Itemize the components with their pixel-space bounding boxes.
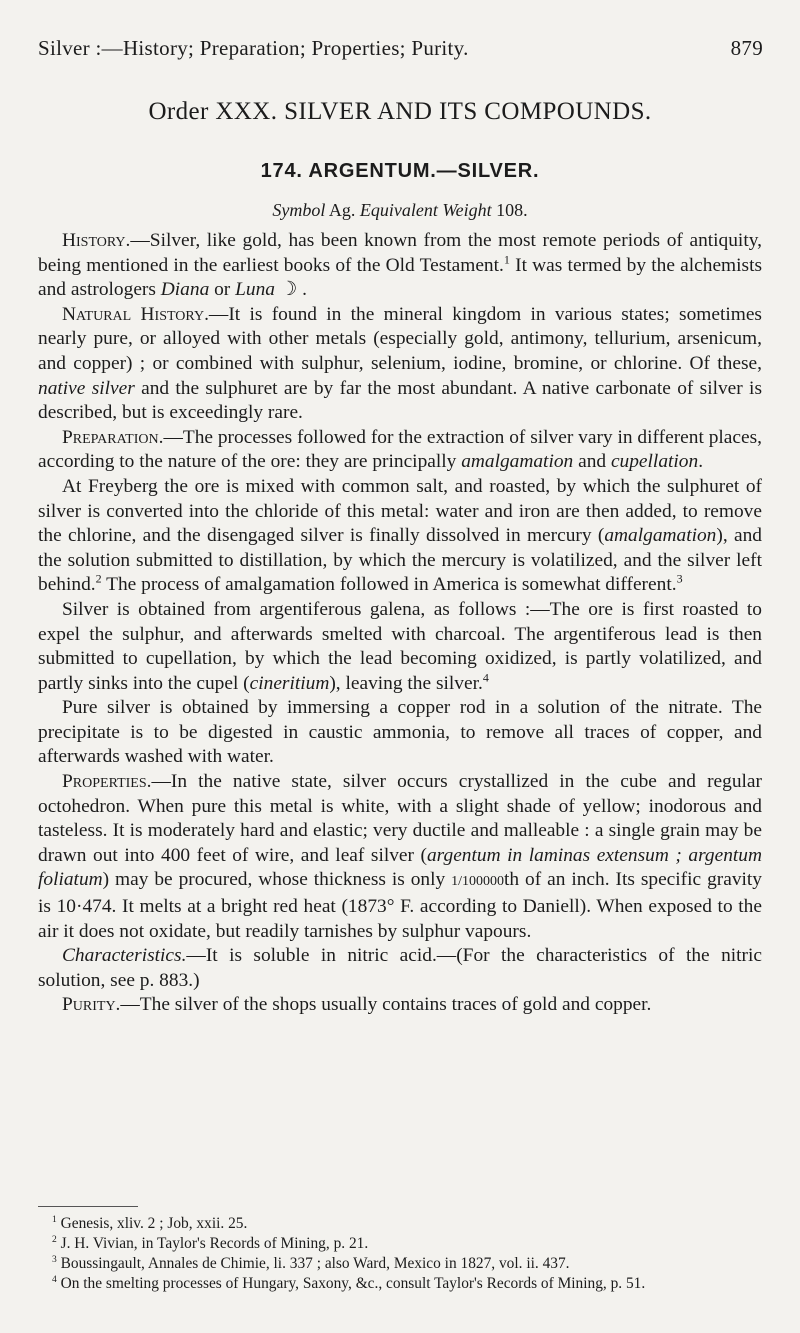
moon-symbol: ☽ .: [275, 279, 307, 301]
symbol-label: Symbol: [272, 200, 326, 220]
footnote: [38, 1274, 762, 1294]
freyberg-text-1: At Freyberg the ore is mixed with common salt, and roasted, by which the sulphuret of silver is converted into the chloride of this metal: water and iron are then added, to remove the chlorine, and the disengaged silver is finally dissolved in mercury (: [38, 475, 762, 547]
symbol-value: Ag.: [328, 200, 356, 220]
term-argentum: argentum in laminas extensum ; argentum foliatum: [38, 844, 762, 891]
footnote-ref: 3: [676, 571, 683, 586]
natural-history-heading: Natural History.: [62, 303, 209, 325]
galena-text-1: Silver is obtained from argentiferous galena, as follows :—The ore is first roasted to expel the sulphur, and afterwards smelted with charcoal. The argentiferous lead is then submitted to cupellation, by which the lead becoming oxidized, is partly volatilized, and partly sinks into the cupel (: [38, 598, 762, 694]
history-text-2: It was termed by the alchemists and astrologers: [38, 254, 763, 301]
purity-heading: Purity.: [62, 994, 121, 1016]
footnote-number: 3: [52, 1253, 57, 1265]
pure-text: Pure silver is obtained by immersing a copper rod in a solution of the nitrate. The precipitate is to be digested in caustic ammonia, to remove all traces of copper, and afterwards washed with water.: [38, 697, 762, 768]
body-text: [38, 229, 762, 1018]
natural-text-1: —It is found in the mineral kingdom in various states; sometimes nearly pure, or alloyed with other metals (especially gold, antimony, tellurium, arsenicum, and copper) ; or combined with sulphur, selenium, iodine, bromine, or chlorine. Of these,: [38, 303, 762, 374]
footnote-text: Boussingault, Annales de Chimie, li. 337 ; also Ward, Mexico in 1827, vol. ii. 437.: [60, 1255, 570, 1272]
term-amalgamation: amalgamation: [604, 525, 717, 547]
footnote: [38, 1214, 762, 1234]
freyberg-text-3: The process of amalgamation followed in America is somewhat different.: [101, 574, 677, 596]
term-diana: Diana: [160, 279, 210, 301]
running-head-title: Silver :—History; Preparation; Properties; Purity.: [38, 36, 469, 60]
footnote-number: 2: [52, 1233, 57, 1245]
term-native-silver: native silver: [38, 377, 135, 399]
paragraph-characteristics: [38, 944, 762, 993]
paragraph-natural-history: [38, 303, 762, 426]
footnote-text: J. H. Vivian, in Taylor's Records of Mining, p. 21.: [60, 1235, 369, 1252]
paragraph-history: [38, 229, 762, 303]
weight-label: Equivalent Weight: [359, 200, 492, 220]
punctuation: .: [698, 451, 704, 473]
footnote: [38, 1234, 762, 1254]
weight-value: 108.: [496, 200, 528, 220]
paragraph-galena: [38, 598, 762, 696]
symbol-line: [0, 200, 800, 221]
footnote-divider: [38, 1206, 138, 1207]
paragraph-pure-silver: [38, 696, 762, 770]
prep-text-1: —The processes followed for the extraction of silver vary in different places, according to the nature of the ore: they are principally: [38, 426, 762, 473]
footnote-ref: 1: [503, 252, 510, 267]
term-cineritium: cineritium: [249, 672, 330, 694]
prop-text-2: ) may be procured, whose thickness is only: [102, 869, 452, 891]
footnote-number: 1: [52, 1213, 57, 1225]
conjunction: or: [209, 279, 236, 301]
characteristics-heading: Characteristics.: [62, 945, 187, 967]
footnote-number: 4: [52, 1273, 57, 1285]
paragraph-purity: [38, 993, 762, 1018]
prop-text-3: th of an inch. Its specific gravity is 10·474. It melts at a bright red heat (1873° F. according to Daniell). When exposed to the air it does not oxidate, but readily tarnishes by sulphur vapours.: [38, 869, 762, 942]
char-text: —It is soluble in nitric acid.—(For the characteristics of the nitric solution, see p. 883.): [38, 945, 762, 991]
footnote-text: On the smelting processes of Hungary, Saxony, &c., consult Taylor's Records of Mining, p. 51.: [60, 1275, 646, 1292]
conjunction: and: [573, 451, 611, 473]
term-luna: Luna: [235, 279, 275, 301]
history-heading: History.: [62, 230, 131, 251]
term-amalgamation: amalgamation: [461, 451, 574, 473]
natural-text-2: and the sulphuret are by far the most abundant. A native carbonate of silver is described, but is exceedingly rare.: [38, 377, 762, 424]
galena-text-2: ), leaving the silver.: [329, 672, 483, 694]
footnote-text: Genesis, xliv. 2 ; Job, xxii. 25.: [60, 1215, 248, 1232]
footnote-ref: 4: [482, 670, 489, 685]
order-title: Order XXX. SILVER AND ITS COMPOUNDS.: [148, 98, 652, 125]
preparation-heading: Preparation.: [62, 426, 164, 448]
footnote-ref: 2: [95, 571, 102, 586]
history-text: —Silver, like gold, has been known from the most remote periods of antiquity, being mentioned in the earliest books of the Old Testament.: [38, 230, 762, 276]
paragraph-freyberg: [38, 475, 762, 598]
purity-text: —The silver of the shops usually contains traces of gold and copper.: [120, 994, 652, 1016]
term-cupellation: cupellation: [610, 451, 699, 473]
paragraph-preparation: [38, 426, 762, 475]
freyberg-text-2: ), and the solution submitted to distillation, by which the mercury is volatilized, and the silver left behind.: [38, 525, 762, 596]
prop-text-1: —In the native state, silver occurs crystallized in the cube and regular octohedron. When pure this metal is white, with a slight shade of yellow; inodorous and tasteless. It is moderately hard and elastic; very ductile and malleable : a single grain may be drawn out into 400 feet of wire, and leaf silver (: [38, 771, 762, 866]
footnote: [38, 1254, 762, 1274]
page-number: 879: [730, 36, 763, 60]
footnotes: [38, 1214, 762, 1294]
section-title: 174. ARGENTUM.—SILVER.: [260, 160, 540, 182]
paragraph-properties: [38, 770, 762, 944]
running-head: [38, 36, 763, 70]
fraction: 1/100000: [451, 874, 505, 890]
properties-heading: Properties.: [62, 771, 152, 793]
